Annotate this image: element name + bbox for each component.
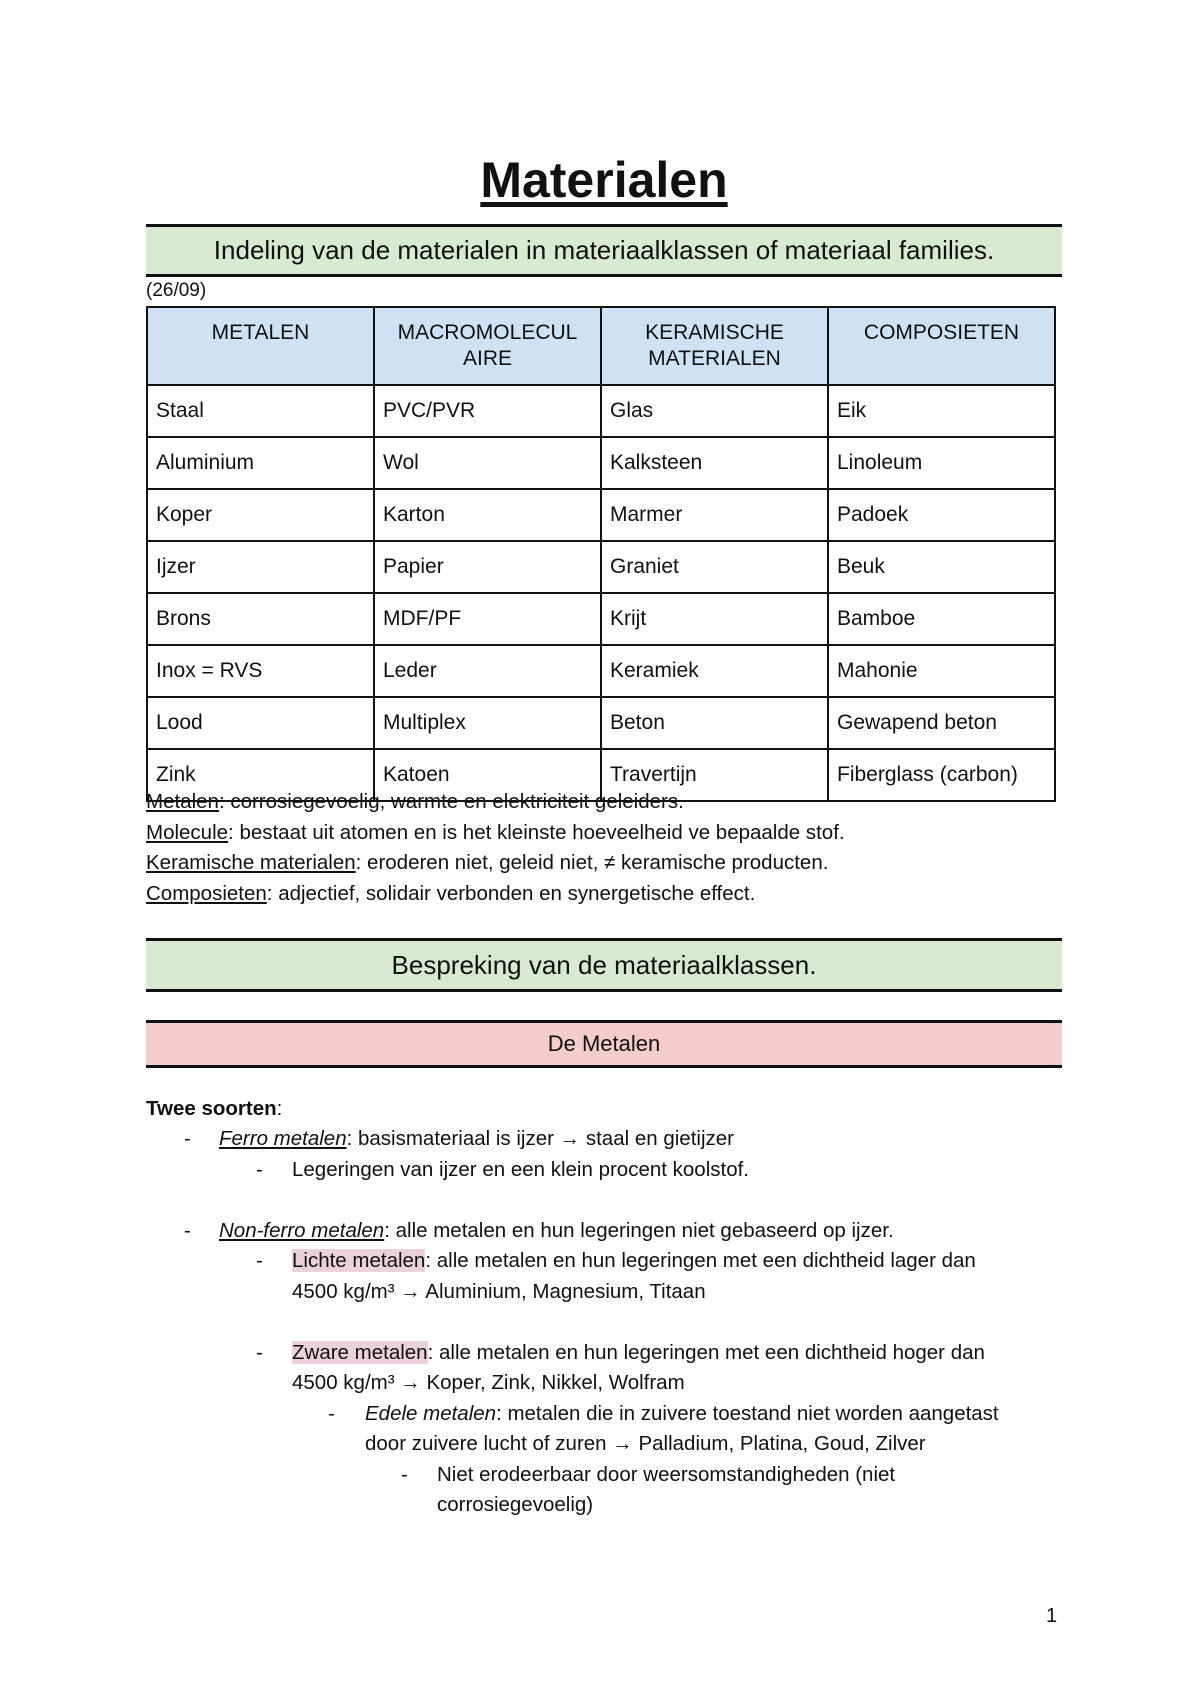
ferro-sub-line: Legeringen van ijzer en een klein procent koolstof. (292, 1158, 749, 1181)
table-row (147, 697, 1055, 749)
table-cell: Katoen (374, 749, 601, 801)
table-cell: Beton (601, 697, 828, 749)
section-heading-bespreking: Bespreking van de materiaalklassen. (146, 938, 1062, 992)
nonferro-line: Non-ferro metalen: alle metalen en hun legeringen niet gebaseerd op ijzer. (219, 1219, 894, 1242)
edele-metalen-line: Edele metalen: metalen die in zuivere toestand niet worden aangetast (365, 1402, 999, 1425)
ferro-line: Ferro metalen: basismateriaal is ijzer → staal en gietijzer (219, 1127, 734, 1150)
table-cell: Graniet (601, 541, 828, 593)
subsection-heading-metalen: De Metalen (146, 1020, 1062, 1068)
bullet-dash: - (184, 1219, 191, 1242)
table-row (147, 541, 1055, 593)
table-header-cell: COMPOSIETEN (828, 307, 1055, 385)
table-cell: Staal (147, 385, 374, 437)
niet-erodeerbaar-line: Niet erodeerbaar door weersomstandigheden (niet (437, 1463, 896, 1486)
table-cell: Papier (374, 541, 601, 593)
table-cell: Kalksteen (601, 437, 828, 489)
definition-keramische-materialen: Keramische materialen: eroderen niet, geleid niet, ≠ keramische producten. (146, 851, 829, 874)
page-number: 1 (1046, 1605, 1058, 1627)
twee-soorten-line: Twee soorten: (146, 1097, 283, 1120)
table-cell: Wol (374, 437, 601, 489)
table-cell: Koper (147, 489, 374, 541)
table-cell: Aluminium (147, 437, 374, 489)
table-header-cell: MACROMOLECUL AIRE (374, 307, 601, 385)
bullet-dash: - (184, 1127, 191, 1150)
section-heading-indeling: Indeling van de materialen in materiaalklassen of materiaal families. (146, 224, 1062, 277)
zware-metalen-line: Zware metalen: alle metalen en hun legeringen met een dichtheid hoger dan (292, 1341, 985, 1364)
table-cell: Ijzer (147, 541, 374, 593)
table-cell: Travertijn (601, 749, 828, 801)
table-cell: Karton (374, 489, 601, 541)
table-row (147, 489, 1055, 541)
niet-erodeerbaar-line-2: corrosiegevoelig) (437, 1493, 594, 1516)
table-cell: Eik (828, 385, 1055, 437)
table-row (147, 385, 1055, 437)
page-title: Materialen (480, 152, 728, 208)
bullet-dash: - (401, 1463, 408, 1486)
definition-composieten: Composieten: adjectief, solidair verbonden en synergetische effect. (146, 881, 756, 905)
table-cell: Bamboe (828, 593, 1055, 645)
table-cell: PVC/PVR (374, 385, 601, 437)
table-cell: Marmer (601, 489, 828, 541)
table-cell: MDF/PF (374, 593, 601, 645)
definition-metalen: Metalen: corrosiegevoelig, warmte en elektriciteit geleiders. (146, 790, 684, 813)
table-row (147, 437, 1055, 489)
date-label: (26/09) (146, 280, 207, 301)
bullet-dash: - (256, 1341, 263, 1364)
table-header-row (147, 307, 1055, 385)
table-cell: Beuk (828, 541, 1055, 593)
edele-metalen-line-2: door zuivere lucht of zuren → Palladium, Platina, Goud, Zilver (365, 1432, 926, 1455)
table-header-cell: METALEN (147, 307, 374, 385)
table-cell: Multiplex (374, 697, 601, 749)
table-row (147, 593, 1055, 645)
table-cell: Lood (147, 697, 374, 749)
table-cell: Glas (601, 385, 828, 437)
lichte-metalen-line-2: 4500 kg/m³ → Aluminium, Magnesium, Titaan (292, 1280, 706, 1303)
table-cell: Brons (147, 593, 374, 645)
table-cell: Krijt (601, 593, 828, 645)
table-cell: Inox = RVS (147, 645, 374, 697)
table-cell: Mahonie (828, 645, 1055, 697)
table-cell: Fiberglass (carbon) (828, 749, 1055, 801)
table-cell: Leder (374, 645, 601, 697)
definitions-list (146, 787, 845, 909)
zware-metalen-line-2: 4500 kg/m³ → Koper, Zink, Nikkel, Wolfram (292, 1371, 685, 1394)
bullet-dash: - (256, 1158, 263, 1181)
table-cell: Padoek (828, 489, 1055, 541)
table-row (147, 645, 1055, 697)
bullet-dash: - (256, 1249, 263, 1272)
lichte-metalen-line: Lichte metalen: alle metalen en hun legeringen met een dichtheid lager dan (292, 1249, 976, 1272)
table-cell: Linoleum (828, 437, 1055, 489)
table-cell: Zink (147, 749, 374, 801)
materials-table (146, 306, 1056, 802)
table-header-cell: KERAMISCHE MATERIALEN (601, 307, 828, 385)
table-cell: Gewapend beton (828, 697, 1055, 749)
definition-molecule: Molecule: bestaat uit atomen en is het kleinste hoeveelheid ve bepaalde stof. (146, 820, 845, 844)
bullet-dash: - (328, 1402, 335, 1425)
table-cell: Keramiek (601, 645, 828, 697)
